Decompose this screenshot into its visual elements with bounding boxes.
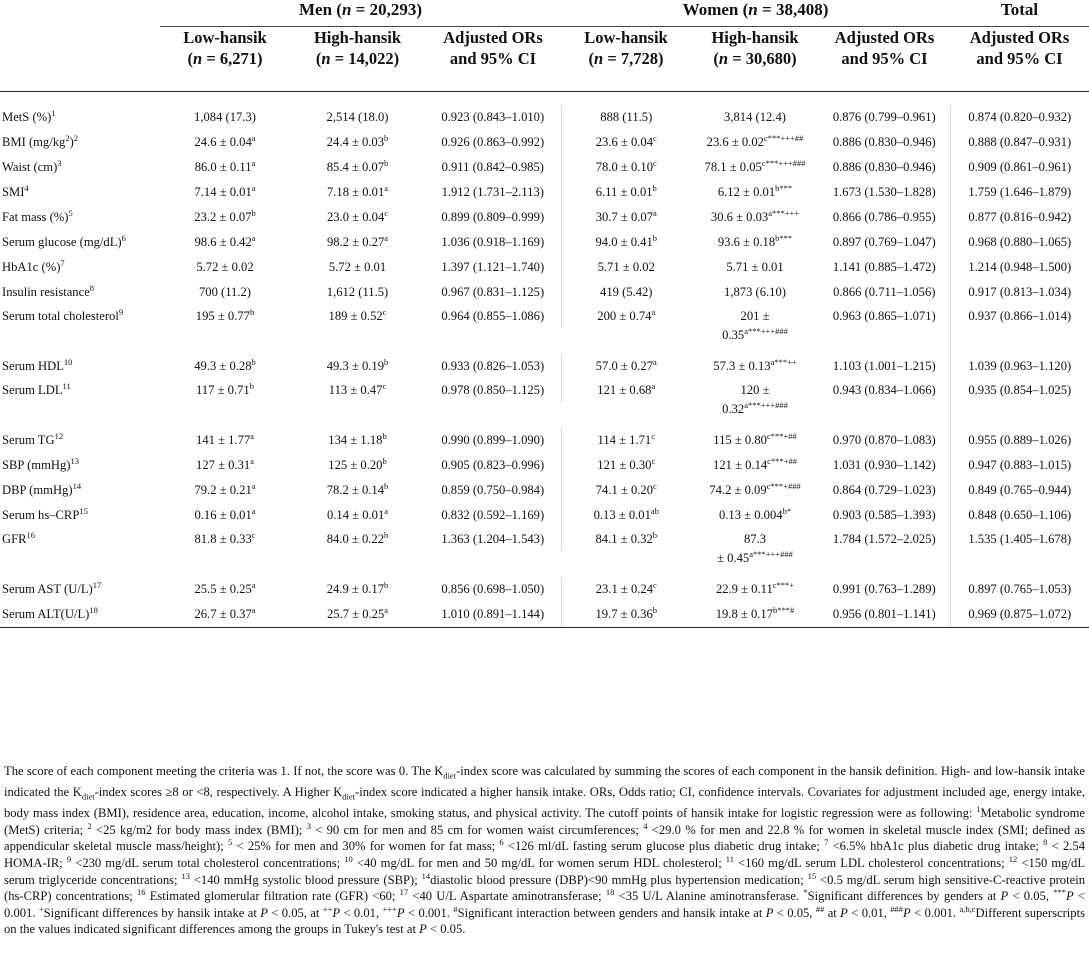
- women-low-value: 84.1 ± 0.32$^b$: [595, 530, 658, 546]
- total-or-value: 0.937 (0.866–1.014): [968, 309, 1072, 323]
- total-or-value: 0.849 (0.765–0.944): [968, 483, 1072, 497]
- men-low-value: 5.72 ± 0.02: [196, 260, 254, 274]
- table-row: [0, 478, 1089, 503]
- women-or-value: 0.866 (0.786–0.955): [819, 205, 950, 230]
- table-row: [0, 155, 1089, 180]
- table-row-continuation: [0, 551, 1089, 577]
- row-label: Serum HDL$^{10}$: [2, 357, 73, 373]
- men-high-value: 2,514 (18.0): [326, 110, 389, 124]
- women-or-value: 1.673 (1.530–1.828): [819, 180, 950, 205]
- men-low-value: 1,084 (17.3): [194, 110, 256, 124]
- men-high-value: 125 ± 0.20$^b$: [328, 456, 387, 472]
- men-low-value: 0.16 ± 0.01$^a$: [194, 506, 256, 522]
- men-or-value: 0.905 (0.823–0.996): [425, 453, 561, 478]
- men-or-value: 1.912 (1.731–2.113): [425, 180, 561, 205]
- men-low-value: 81.8 ± 0.33$^c$: [194, 530, 256, 546]
- men-low-value: 98.6 ± 0.42$^a$: [194, 233, 256, 249]
- men-low-value: 195 ± 0.77$^b$: [195, 307, 255, 323]
- men-high-value: 189 ± 0.52$^c$: [328, 307, 387, 323]
- total-or-value: 0.947 (0.883–1.015): [968, 458, 1072, 472]
- men-high-value: 24.4 ± 0.03$^b$: [326, 133, 389, 149]
- total-header-text: Total: [1000, 0, 1039, 19]
- women-or-value: 0.903 (0.585–1.393): [819, 503, 950, 528]
- men-low-value: 7.14 ± 0.01$^a$: [194, 183, 256, 199]
- women-or-value: 0.866 (0.711–1.056): [819, 280, 950, 305]
- men-high-value: 24.9 ± 0.17$^b$: [326, 580, 389, 596]
- women-low-value: 200 ± 0.74$^a$: [597, 307, 656, 323]
- men-low-value: 23.2 ± 0.07$^b$: [194, 208, 256, 224]
- women-high-value: $78.1 \pm 0.05^{c***+++\#\#\#}$: [704, 158, 806, 174]
- women-high-value: $30.6 \pm 0.03^{a***+++}$: [710, 208, 800, 224]
- women-or-value: 0.991 (0.763–1.289): [819, 577, 950, 602]
- row-label: Serum total cholesterol$^9$: [2, 307, 124, 323]
- col-women-low: Low-hansik (n = 7,728): [561, 27, 691, 92]
- men-low-value: 49.3 ± 0.28$^b$: [194, 357, 256, 373]
- table-row: [0, 379, 1089, 402]
- row-label: SBP (mmHg)$^{13}$: [2, 456, 79, 472]
- row-label: Serum glucose $(mg/dL)^6$: [2, 233, 126, 249]
- men-or-value: 0.859 (0.750–0.984): [425, 478, 561, 503]
- women-or-value: 1.141 (0.885–1.472): [819, 255, 950, 280]
- women-low-value: 888 (11.5): [600, 110, 653, 124]
- table-row: [0, 453, 1089, 478]
- men-or-value: 1.036 (0.918–1.169): [425, 230, 561, 255]
- total-or-value: 1.039 (0.963–1.120): [968, 359, 1072, 373]
- row-label: MetS (%)$^1$: [2, 108, 56, 124]
- row-label: Serum hs–CRP$^{15}$: [2, 506, 88, 522]
- men-high-value: 134 ± 1.18$^b$: [328, 431, 387, 447]
- men-or-value: 0.964 (0.855–1.086): [425, 305, 561, 328]
- men-low-value: 26.7 ± 0.37$^a$: [160, 602, 290, 628]
- total-or-value: 0.935 (0.854–1.025): [968, 383, 1072, 397]
- men-low-value: 79.2 ± 0.21$^a$: [194, 481, 256, 497]
- men-high-value: 5.72 ± 0.01: [328, 260, 387, 274]
- men-group-header: [160, 0, 561, 27]
- women-high-value: $0.13 \pm 0.004^{b*}$: [718, 506, 792, 522]
- men-or-value: 1.363 (1.204–1.543): [425, 528, 561, 551]
- women-low-value: 114 ± 1.71$^c$: [597, 431, 655, 447]
- row-label: Serum AST $(U/L)^{17}$: [2, 580, 102, 596]
- men-low-value: 86.0 ± 0.11$^a$: [194, 158, 256, 174]
- men-high-value: 98.2 ± 0.27$^a$: [326, 233, 389, 249]
- men-high-value: 78.2 ± 0.14$^b$: [326, 481, 389, 497]
- men-or-value: 0.967 (0.831–1.125): [425, 280, 561, 305]
- women-high-value: 87.3: [743, 532, 767, 546]
- women-high-value-cont: $0.32^{a***+++\#\#\#}$: [722, 400, 788, 416]
- total-or-value: 0.888 (0.847–0.931): [968, 135, 1072, 149]
- women-low-value: 121 ± 0.68$^a$: [597, 381, 656, 397]
- footnote-paragraph: The score of each component meeting the criteria was 1. If not, the score was 0. The $K_{diet}$-index score was calculated by summing the scores of each component in the hansik definition. High- and low-hansik intake indicated the $K_{diet}$-index scores ≥8 or <8, respectively. A Higher $K_{diet}$-index score indicated a higher hansik intake. ORs, Odds ratio; CI, confidence intervals. Covariates for adjustment included age, energy intake, body mass index (BMI), residence area, education, income, alcohol intake, smoking status, and physical activity. The cutoff points of hansik intake for logistic regression were as following: $^1$Metabolic syndrome (MetS) criteria; $^2$ <25 kg/m2 for body mass index (BMI); $^3$ < 90 cm for men and 85 cm for women waist circumferences; $^4$ <29.0 % for men and 22.8 % for women in skeletal muscle index (SMI; defined as appendicular skeletal muscle mass/height); $^5$ < 25% for men and 30% for women for fat mass; $^6$ <126 ml/dL fasting serum glucose plus diabetic drug intake; $^7$ <6.5% hbA1c plus diabetic drug intake; $^8$ < 2.54 HOMA-IR; $^9$ <230 mg/dL serum total cholesterol concentrations; $^{10}$ <40 mg/dL for men and 50 mg/dL for women serum HDL cholesterol; $^{11}$ <160 mg/dL serum LDL cholesterol concentrations; $^{12}$ <150 mg/dL serum triglyceride concentrations; $^{13}$ <140 mmHg systolic blood pressure (SBP); $^{14}$diastolic blood pressure (DBP)<90 mmHg plus hypertension medication; $^{15}$ <0.5 mg/dL serum high sensitive-C-reactive protein (hs-CRP) concentrations; $^{16}$ Estimated glomerular filtration rate (GFR) <60; $^{17}$ <40 U/L Aspartate aminotransferase; $^{18}$ <35 U/L Alanine aminotransferase. *Significant differences by genders at P < 0.05, ***P < 0.001. +Significant differences by hansik intake at P < 0.05, at ++P < 0.01, +++P < 0.001. #Significant interaction between genders and hansik intake at P < 0.05, ## at P < 0.01, ###P < 0.001. $^{a,b,c}$Different superscripts on the values indicated significant differences among the groups in Tukey's test at P < 0.05.: [4, 764, 1086, 937]
- women-low-value: 5.71 ± 0.02: [597, 260, 655, 274]
- table-footnote: [4, 763, 1085, 938]
- men-or-value: 0.990 (0.899–1.090): [425, 428, 561, 453]
- table-row: [0, 354, 1089, 379]
- spacer-row: [0, 92, 1089, 106]
- women-high-value-cont: ± $0.45^{a***+++\#\#\#}$: [717, 549, 793, 565]
- col-men-low: Low-hansik (n = 6,271): [160, 27, 290, 92]
- women-low-value: 30.7 ± 0.07$^a$: [595, 208, 657, 224]
- col-women-high: High-hansik (n = 30,680): [691, 27, 819, 92]
- table-row-continuation: [0, 402, 1089, 428]
- men-low-value: 127 ± 0.31$^a$: [196, 456, 254, 472]
- women-or-value: 1.031 (0.930–1.142): [819, 453, 950, 478]
- row-label: BMI $(mg/kg^2)^2$: [2, 133, 79, 149]
- women-or-value: 0.970 (0.870–1.083): [819, 428, 950, 453]
- men-low-value: 25.5 ± 0.25$^a$: [194, 580, 256, 596]
- men-header-text: Men (n = 20,293): [298, 0, 423, 19]
- table-row: [0, 577, 1089, 602]
- women-low-value: 6.11 ± 0.01$^b$: [595, 183, 657, 199]
- table-row: [0, 105, 1089, 130]
- women-header-text: Women (n = 38,408): [682, 0, 829, 19]
- total-or-value: 0.877 (0.816–0.942): [968, 210, 1072, 224]
- women-or-value: 0.864 (0.729–1.023): [819, 478, 950, 503]
- women-or-value: 1.103 (1.001–1.215): [819, 354, 950, 379]
- men-high-value: 49.3 ± 0.19$^b$: [326, 357, 389, 373]
- women-high-value: $6.12 \pm 0.01^{b***}$: [717, 183, 793, 199]
- women-low-value: 74.1 ± 0.20$^c$: [595, 481, 657, 497]
- men-low-value: 141 ± 1.77$^a$: [196, 431, 254, 447]
- women-low-value: 0.13 ± 0.01$^{ab}$: [593, 506, 659, 522]
- women-or-value: 1.784 (1.572–2.025): [819, 528, 950, 551]
- men-or-value: 0.899 (0.809–0.999): [425, 205, 561, 230]
- table-row: [0, 205, 1089, 230]
- table-row-continuation: [0, 328, 1089, 354]
- men-high-value: 0.14 ± 0.01$^a$: [326, 506, 389, 522]
- table-row: [0, 503, 1089, 528]
- women-high-value: 120 ±: [740, 383, 770, 397]
- women-low-value: 57.0 ± 0.27$^a$: [595, 357, 657, 373]
- col-men-high: High-hansik (n = 14,022): [290, 27, 425, 92]
- table-row: [0, 280, 1089, 305]
- table-row: [0, 428, 1089, 453]
- women-high-value: $57.3 \pm 0.13^{a***++}$: [713, 357, 797, 373]
- row-label: HbA1c (%)$^7$: [2, 258, 65, 274]
- total-group-header: [950, 0, 1089, 27]
- women-low-value: 23.6 ± 0.04$^c$: [595, 133, 657, 149]
- men-high-value: 85.4 ± 0.07$^b$: [326, 158, 389, 174]
- women-high-value: $22.9 \pm 0.11^{c***+}$: [715, 580, 795, 596]
- men-or-value: 0.933 (0.826–1.053): [425, 354, 561, 379]
- men-high-value: 1,612 (11.5): [326, 285, 389, 299]
- men-or-value: 0.978 (0.850–1.125): [425, 379, 561, 402]
- women-high-value: $23.6 \pm 0.02^{c***+++\#\#}$: [706, 133, 804, 149]
- women-high-value: $121 \pm 0.14^{c***+\#\#}$: [713, 456, 797, 472]
- women-low-value: 19.7 ± 0.36$^b$: [561, 602, 691, 628]
- table-row: [0, 255, 1089, 280]
- table-row: [0, 305, 1089, 328]
- row-label: Serum $ALT(U/L)^{18}$: [0, 602, 160, 628]
- col-men-or: Adjusted ORs and 95% CI: [425, 27, 561, 92]
- men-high-value: 7.18 ± 0.01$^a$: [326, 183, 389, 199]
- men-high-value: 25.7 ± 0.25$^a$: [290, 602, 425, 628]
- women-high-value: 5.71 ± 0.01: [726, 260, 784, 274]
- table-row: [0, 130, 1089, 155]
- row-label: SMI$^4$: [2, 183, 29, 199]
- men-low-value: 117 ± 0.71$^b$: [196, 381, 254, 397]
- row-label: Serum TG$^{12}$: [2, 431, 64, 447]
- women-high-value: 1,873 (6.10): [724, 285, 786, 299]
- men-high-value: 113 ± 0.47$^c$: [328, 381, 387, 397]
- row-label: Insulin resistance$^8$: [2, 283, 95, 299]
- col-women-or: Adjusted ORs and 95% CI: [819, 27, 950, 92]
- women-or-value: 0.886 (0.830–0.946): [819, 155, 950, 180]
- women-low-value: 23.1 ± 0.24$^c$: [595, 580, 657, 596]
- group-header-row: [0, 0, 1089, 27]
- women-or-value: 0.897 (0.769–1.047): [819, 230, 950, 255]
- row-label: Fat mass (%)$^5$: [2, 208, 73, 224]
- total-or-value: 1.535 (1.405–1.678): [968, 532, 1072, 546]
- women-or-value: 0.956 (0.801–1.141): [819, 602, 950, 628]
- total-or-value: 0.969 (0.875–1.072): [950, 602, 1089, 628]
- men-high-value: 23.0 ± 0.04$^c$: [326, 208, 389, 224]
- women-high-value: $93.6 \pm 0.18^{b***}$: [717, 233, 793, 249]
- men-or-value: 0.911 (0.842–0.985): [425, 155, 561, 180]
- row-label: GFR$^{16}$: [2, 530, 35, 546]
- row-label: Waist (cm)$^3$: [2, 158, 62, 174]
- table-row: [0, 230, 1089, 255]
- women-high-value-cont: $0.35^{a***+++\#\#\#}$: [722, 326, 788, 342]
- women-high-value: $115 \pm 0.80^{c***+\#\#}$: [713, 431, 797, 447]
- women-or-value: 0.876 (0.799–0.961): [819, 105, 950, 130]
- col-total-or: Adjusted ORs and 95% CI: [950, 27, 1089, 92]
- total-or-value: 0.909 (0.861–0.961): [968, 160, 1072, 174]
- total-or-value: 0.874 (0.820–0.932): [968, 110, 1072, 124]
- women-or-value: 0.886 (0.830–0.946): [819, 130, 950, 155]
- men-or-value: 0.832 (0.592–1.169): [425, 503, 561, 528]
- women-or-value: 0.943 (0.834–1.066): [819, 379, 950, 402]
- women-high-value: $19.8 \pm 0.17^{b***\#}$: [691, 602, 819, 628]
- total-or-value: 1.214 (0.948–1.500): [968, 260, 1072, 274]
- total-or-value: 0.848 (0.650–1.106): [968, 508, 1072, 522]
- row-label: Serum LDL$^{11}$: [2, 381, 71, 397]
- men-or-value: 0.923 (0.843–1.010): [425, 105, 561, 130]
- table-row: [0, 528, 1089, 551]
- total-or-value: 0.917 (0.813–1.034): [968, 285, 1072, 299]
- women-low-value: 78.0 ± 0.10$^c$: [595, 158, 657, 174]
- men-or-value: 0.926 (0.863–0.992): [425, 130, 561, 155]
- women-low-value: 94.0 ± 0.41$^b$: [595, 233, 658, 249]
- women-or-value: 0.963 (0.865–1.071): [819, 305, 950, 328]
- total-or-value: 1.759 (1.646–1.879): [968, 185, 1072, 199]
- men-or-value: 1.010 (0.891–1.144): [425, 602, 561, 628]
- women-high-value: $74.2 \pm 0.09^{c***+\#\#\#}$: [709, 481, 801, 497]
- total-or-value: 0.897 (0.765–1.053): [968, 582, 1072, 596]
- row-label: DBP (mmHg)$^{14}$: [2, 481, 82, 497]
- men-or-value: 0.856 (0.698–1.050): [425, 577, 561, 602]
- column-header-row: [0, 27, 1089, 92]
- table-row: [0, 180, 1089, 205]
- men-low-value: 700 (11.2): [199, 285, 251, 299]
- table-row: [0, 602, 1089, 628]
- total-or-value: 0.968 (0.880–1.065): [968, 235, 1072, 249]
- women-low-value: 121 ± 0.30$^c$: [597, 456, 656, 472]
- women-low-value: 419 (5.42): [600, 285, 653, 299]
- men-high-value: 84.0 ± 0.22$^b$: [326, 530, 389, 546]
- men-low-value: 24.6 ± 0.04$^a$: [194, 133, 256, 149]
- women-group-header: [561, 0, 950, 27]
- men-or-value: 1.397 (1.121–1.740): [425, 255, 561, 280]
- total-or-value: 0.955 (0.889–1.026): [968, 433, 1072, 447]
- women-high-value: 201 ±: [740, 309, 770, 323]
- women-high-value: 3,814 (12.4): [724, 110, 786, 124]
